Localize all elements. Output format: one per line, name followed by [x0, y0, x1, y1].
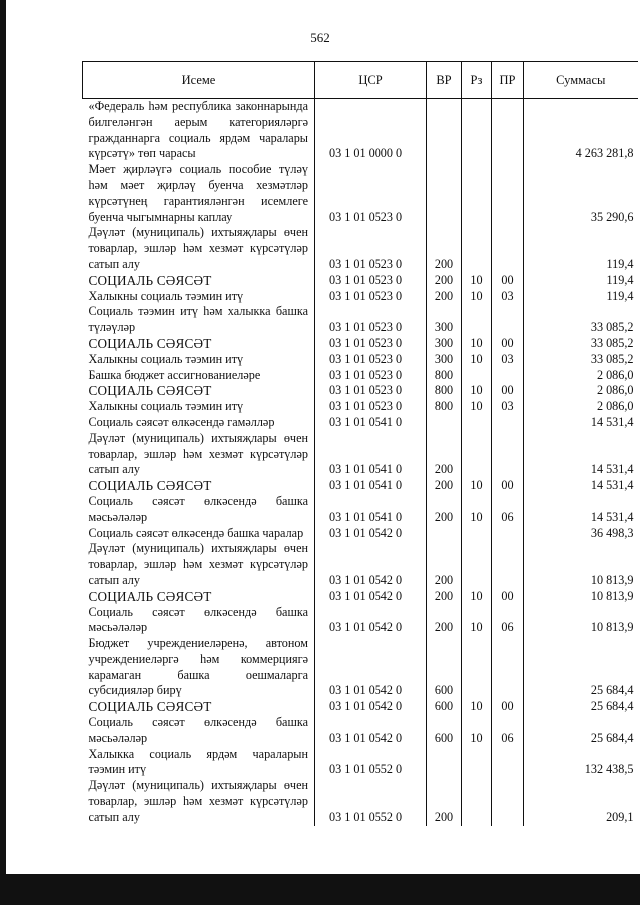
cell-csr: 03 1 01 0542 0: [315, 715, 427, 747]
cell-name: Дәүләт (муниципаль) ихтыяҗлары өчен товарлар, эшләр һәм хезмәт күрсәтүләр сатып алу: [88, 225, 308, 271]
cell-sum: 119,4: [524, 273, 638, 289]
cell-rz: [462, 225, 492, 272]
cell-csr: 03 1 01 0552 0: [315, 747, 427, 779]
cell-csr: 03 1 01 0552 0: [315, 778, 427, 825]
cell-name: Социаль сәясәт өлкәсендә башка мәсьәләләр: [88, 715, 308, 745]
cell-pr: 00: [492, 589, 524, 605]
cell-sum: 14 531,4: [524, 415, 638, 431]
cell-rz: 10: [462, 605, 492, 637]
cell-rz: 10: [462, 589, 492, 605]
cell-name: Дәүләт (муниципаль) ихтыяҗлары өчен товарлар, эшләр һәм хезмәт күрсәтүләр сатып алу: [88, 778, 308, 824]
header-rz: Рз: [462, 62, 492, 99]
cell-sum: 10 813,9: [524, 541, 638, 588]
cell-sum: 14 531,4: [524, 431, 638, 478]
cell-sum: 25 684,4: [524, 715, 638, 747]
cell-rz: [462, 778, 492, 825]
cell-csr: 03 1 01 0542 0: [315, 541, 427, 588]
table-row: [83, 399, 638, 415]
cell-pr: [492, 162, 524, 225]
cell-name: Социаль сәясәт өлкәсендә башка мәсьәләләр: [88, 604, 308, 635]
cell-rz: [462, 541, 492, 588]
cell-csr: 03 1 01 0541 0: [315, 478, 427, 494]
header-sum: Суммасы: [524, 62, 638, 99]
cell-rz: 10: [462, 352, 492, 368]
cell-vr: 600: [427, 699, 462, 715]
table-row: [83, 478, 638, 494]
table-row: [83, 778, 638, 825]
cell-name: Социаль тәэмин итү һәм халыкка башка түләүләр: [88, 304, 308, 335]
cell-sum: 2 086,0: [524, 368, 638, 384]
table-row: [83, 304, 638, 336]
cell-csr: 03 1 01 0541 0: [315, 494, 427, 526]
cell-name: СОЦИАЛЬ СӘЯСӘТ: [88, 588, 212, 604]
table-body: [83, 99, 638, 826]
cell-vr: 800: [427, 399, 462, 415]
table-row: [83, 336, 638, 352]
cell-vr: [427, 415, 462, 431]
cell-name: Халыкны социаль тәэмин итү: [88, 351, 244, 366]
cell-vr: 300: [427, 304, 462, 336]
cell-vr: [427, 747, 462, 779]
cell-name: Халыкны социаль тәэмин итү: [88, 288, 244, 303]
cell-rz: 10: [462, 273, 492, 289]
cell-csr: 03 1 01 0000 0: [315, 99, 427, 163]
cell-rz: 10: [462, 399, 492, 415]
cell-csr: 03 1 01 0523 0: [315, 352, 427, 368]
cell-csr: 03 1 01 0523 0: [315, 368, 427, 384]
cell-sum: 209,1: [524, 778, 638, 825]
cell-rz: [462, 636, 492, 699]
cell-sum: 119,4: [524, 225, 638, 272]
table-row: [83, 605, 638, 637]
cell-name: Мәет җирләүгә социаль пособие түләү һәм мәет җирләү буенча хезмәтләр күрсәтүнең гарантияләнгән исемлеге буенча чыгымнарны каплау: [88, 162, 308, 224]
table-row: [83, 541, 638, 588]
cell-rz: 10: [462, 336, 492, 352]
cell-sum: 119,4: [524, 289, 638, 305]
cell-vr: 200: [427, 289, 462, 305]
cell-csr: 03 1 01 0542 0: [315, 605, 427, 637]
cell-sum: 10 813,9: [524, 605, 638, 637]
cell-vr: 200: [427, 605, 462, 637]
cell-rz: [462, 415, 492, 431]
cell-rz: [462, 304, 492, 336]
cell-vr: 600: [427, 636, 462, 699]
cell-pr: [492, 431, 524, 478]
cell-rz: 10: [462, 699, 492, 715]
scan-edge-left: [0, 0, 6, 880]
cell-pr: 03: [492, 289, 524, 305]
cell-rz: [462, 99, 492, 163]
cell-pr: [492, 778, 524, 825]
cell-csr: 03 1 01 0542 0: [315, 699, 427, 715]
cell-pr: 03: [492, 352, 524, 368]
cell-pr: [492, 415, 524, 431]
cell-name: Социаль сәясәт өлкәсендә башка чаралар: [88, 525, 304, 540]
table-row: [83, 225, 638, 272]
cell-pr: 06: [492, 715, 524, 747]
cell-vr: 200: [427, 478, 462, 494]
cell-rz: 10: [462, 494, 492, 526]
table-row: [83, 352, 638, 368]
table-row: [83, 415, 638, 431]
cell-rz: [462, 162, 492, 225]
cell-csr: 03 1 01 0541 0: [315, 431, 427, 478]
cell-csr: 03 1 01 0542 0: [315, 636, 427, 699]
table-row: [83, 715, 638, 747]
cell-sum: 36 498,3: [524, 526, 638, 542]
table-row: [83, 526, 638, 542]
cell-pr: [492, 225, 524, 272]
page-number: 562: [310, 30, 330, 45]
cell-sum: 25 684,4: [524, 636, 638, 699]
cell-vr: 800: [427, 368, 462, 384]
cell-vr: 600: [427, 715, 462, 747]
table-row: [83, 162, 638, 225]
scan-edge-bottom: [0, 874, 640, 905]
cell-sum: 4 263 281,8: [524, 99, 638, 163]
cell-csr: 03 1 01 0523 0: [315, 289, 427, 305]
cell-name: Башка бюджет ассигнованиеләре: [88, 367, 261, 382]
header-vr: ВР: [427, 62, 462, 99]
cell-csr: 03 1 01 0523 0: [315, 336, 427, 352]
cell-pr: [492, 99, 524, 163]
table-row: [83, 99, 638, 163]
cell-name: СОЦИАЛЬ СӘЯСӘТ: [88, 478, 212, 494]
cell-pr: [492, 747, 524, 779]
cell-name: Бюджет учреждениеләренә, автоном учреждениеләргә һәм коммерциягә карамаган башка оешмаларга субсидияләр бирү: [88, 636, 308, 698]
table-row: [83, 589, 638, 605]
table-row: [83, 747, 638, 779]
cell-sum: 14 531,4: [524, 478, 638, 494]
cell-vr: 300: [427, 336, 462, 352]
cell-name: СОЦИАЛЬ СӘЯСӘТ: [88, 272, 212, 288]
cell-csr: 03 1 01 0541 0: [315, 415, 427, 431]
table-row: [83, 368, 638, 384]
cell-pr: 06: [492, 605, 524, 637]
cell-name: СОЦИАЛЬ СӘЯСӘТ: [88, 383, 212, 399]
cell-vr: [427, 162, 462, 225]
cell-rz: 10: [462, 383, 492, 399]
cell-sum: 2 086,0: [524, 399, 638, 415]
cell-sum: 33 085,2: [524, 352, 638, 368]
cell-name: Халыкны социаль тәэмин итү: [88, 399, 244, 414]
cell-pr: [492, 541, 524, 588]
cell-sum: 25 684,4: [524, 699, 638, 715]
cell-pr: 00: [492, 383, 524, 399]
header-pr: ПР: [492, 62, 524, 99]
table-row: [83, 273, 638, 289]
cell-name: Дәүләт (муниципаль) ихтыяҗлары өчен товарлар, эшләр һәм хезмәт күрсәтүләр сатып алу: [88, 541, 308, 587]
cell-csr: 03 1 01 0523 0: [315, 162, 427, 225]
cell-rz: [462, 526, 492, 542]
cell-csr: 03 1 01 0523 0: [315, 304, 427, 336]
cell-pr: 00: [492, 273, 524, 289]
cell-name: Социаль сәясәт өлкәсендә гамәлләр: [88, 414, 275, 429]
table-row: [83, 431, 638, 478]
cell-vr: 200: [427, 589, 462, 605]
cell-pr: 00: [492, 478, 524, 494]
cell-pr: 00: [492, 699, 524, 715]
header-name: Исеме: [83, 62, 315, 99]
cell-rz: [462, 747, 492, 779]
cell-vr: 300: [427, 352, 462, 368]
table-header-row: [83, 62, 638, 99]
cell-sum: 33 085,2: [524, 304, 638, 336]
cell-name: Халыкка социаль ярдәм чараларын тәэмин итү: [88, 746, 308, 777]
cell-csr: 03 1 01 0523 0: [315, 399, 427, 415]
table-row: [83, 289, 638, 305]
cell-vr: 200: [427, 778, 462, 825]
cell-vr: 200: [427, 431, 462, 478]
cell-name: Дәүләт (муниципаль) ихтыяҗлары өчен товарлар, эшләр һәм хезмәт күрсәтүләр сатып алу: [88, 430, 308, 477]
cell-vr: [427, 526, 462, 542]
cell-rz: [462, 368, 492, 384]
cell-pr: [492, 368, 524, 384]
table-row: [83, 636, 638, 699]
cell-name: СОЦИАЛЬ СӘЯСӘТ: [88, 699, 212, 715]
cell-sum: 35 290,6: [524, 162, 638, 225]
cell-pr: [492, 636, 524, 699]
cell-pr: 06: [492, 494, 524, 526]
cell-pr: 00: [492, 336, 524, 352]
cell-vr: 200: [427, 225, 462, 272]
cell-vr: 200: [427, 494, 462, 526]
cell-sum: 132 438,5: [524, 747, 638, 779]
cell-csr: 03 1 01 0542 0: [315, 526, 427, 542]
cell-pr: 03: [492, 399, 524, 415]
cell-csr: 03 1 01 0542 0: [315, 589, 427, 605]
cell-pr: [492, 526, 524, 542]
cell-csr: 03 1 01 0523 0: [315, 225, 427, 272]
cell-name: «Федераль һәм республика законнарында билгеләнгән аерым категорияләргә гражданнарга социаль ярдәм чаралары күрсәтү» төп чарасы: [88, 99, 308, 161]
cell-rz: 10: [462, 478, 492, 494]
cell-sum: 2 086,0: [524, 383, 638, 399]
budget-table: [82, 61, 638, 826]
cell-name: СОЦИАЛЬ СӘЯСӘТ: [88, 335, 212, 351]
cell-vr: 200: [427, 541, 462, 588]
cell-pr: [492, 304, 524, 336]
cell-vr: 200: [427, 273, 462, 289]
cell-csr: 03 1 01 0523 0: [315, 383, 427, 399]
table-row: [83, 494, 638, 526]
cell-rz: [462, 431, 492, 478]
cell-sum: 14 531,4: [524, 494, 638, 526]
cell-vr: [427, 99, 462, 163]
table-row: [83, 383, 638, 399]
cell-name: Социаль сәясәт өлкәсендә башка мәсьәләләр: [88, 493, 308, 524]
header-csr: ЦСР: [315, 62, 427, 99]
cell-sum: 33 085,2: [524, 336, 638, 352]
cell-vr: 800: [427, 383, 462, 399]
cell-rz: 10: [462, 289, 492, 305]
table-row: [83, 699, 638, 715]
cell-rz: 10: [462, 715, 492, 747]
cell-csr: 03 1 01 0523 0: [315, 273, 427, 289]
cell-sum: 10 813,9: [524, 589, 638, 605]
